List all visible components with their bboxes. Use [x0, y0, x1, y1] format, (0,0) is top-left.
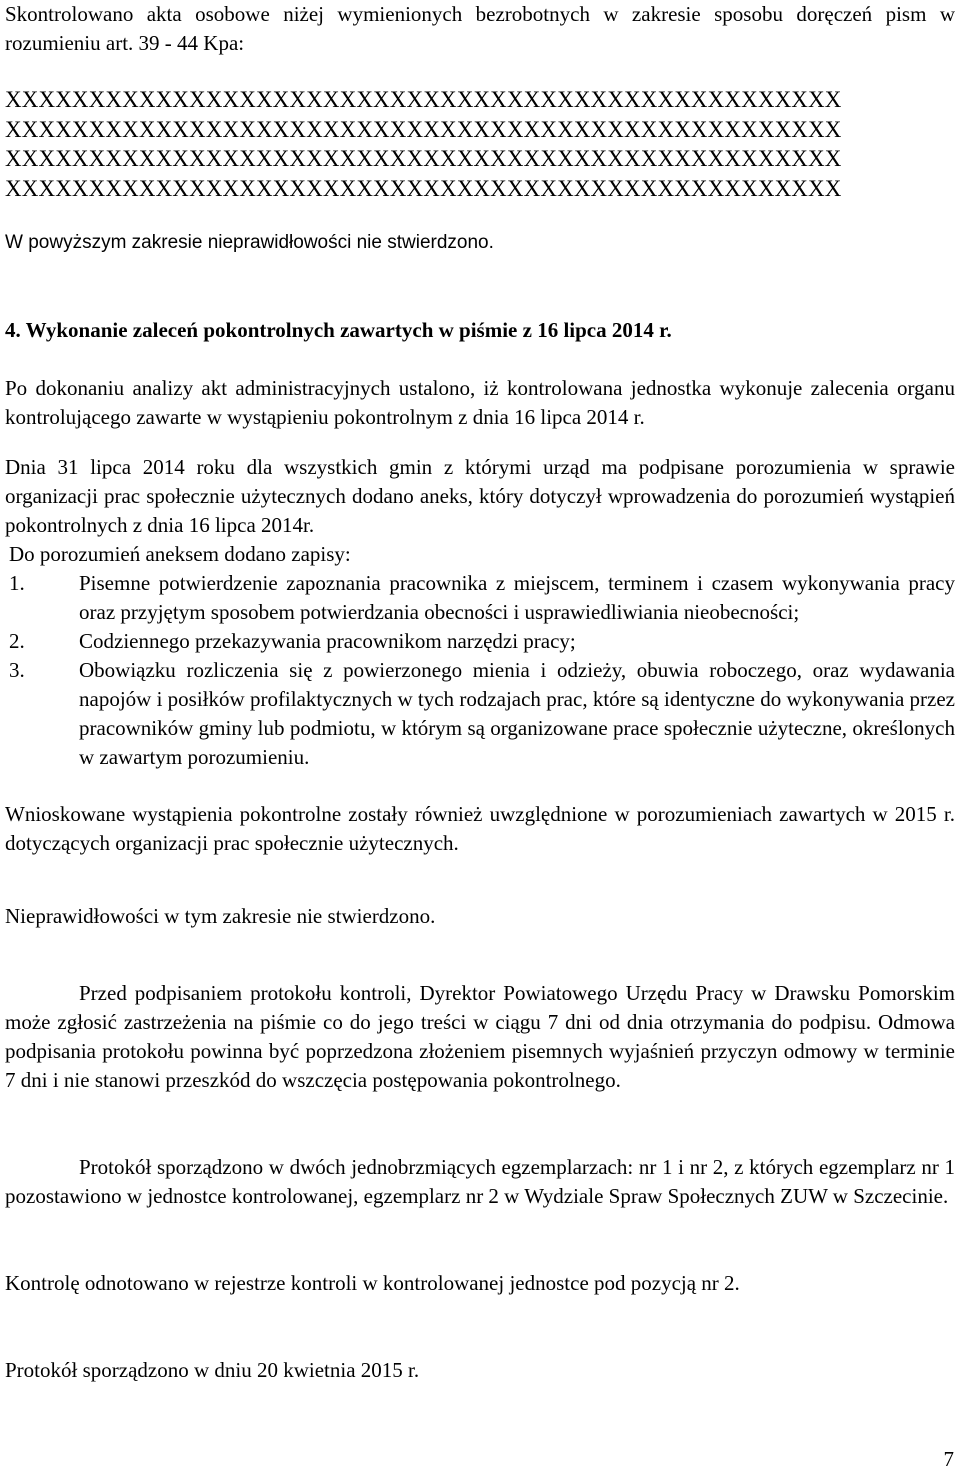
section-heading: 4. Wykonanie zaleceń pokontrolnych zawartych w piśmie z 16 lipca 2014 r.	[5, 318, 672, 342]
copies-paragraph: Protokół sporządzono w dwóch jednobrzmiących egzemplarzach: nr 1 i nr 2, z których egzemplarz nr 1 pozostawiono w jednostce kontrolowanej, egzemplarz nr 2 w Wydziale Spraw Społecznych ZUW w Szczecinie.	[5, 1155, 955, 1208]
list-item-number: 1.	[9, 571, 25, 595]
redacted-line: XXXXXXXXXXXXXXXXXXXXXXXXXXXXXXXXXXXXXXXXXXXXXXXXXX	[5, 175, 842, 201]
annex-paragraph: Dnia 31 lipca 2014 roku dla wszystkich gmin z którymi urząd ma podpisane porozumienia w sprawie organizacji prac społecznie użytecznych dodano aneks, który dotyczył wprowadzenia do porozumień wystąpień pokontrolnych z dnia 16 lipca 2014r.	[5, 455, 955, 537]
date-paragraph: Protokół sporządzono w dniu 20 kwietnia 2015 r.	[5, 1358, 420, 1382]
redacted-line: XXXXXXXXXXXXXXXXXXXXXXXXXXXXXXXXXXXXXXXXXXXXXXXXXX	[5, 87, 842, 112]
redacted-list	[5, 85, 955, 203]
list-item-number: 3.	[9, 658, 25, 682]
redacted-line: XXXXXXXXXXXXXXXXXXXXXXXXXXXXXXXXXXXXXXXXXXXXXXXXXX	[5, 116, 842, 142]
register-paragraph: Kontrolę odnotowano w rejestrze kontroli w kontrolowanej jednostce pod pozycją nr 2.	[5, 1271, 740, 1295]
redacted-line: XXXXXXXXXXXXXXXXXXXXXXXXXXXXXXXXXXXXXXXXXXXXXXXXXX	[5, 146, 842, 171]
list-item-number: 2.	[9, 629, 25, 653]
list-item-text: Codziennego przekazywania pracownikom narzędzi pracy;	[79, 629, 576, 653]
list-item	[5, 656, 955, 772]
analysis-paragraph: Po dokonaniu analizy akt administracyjnych ustalono, iż kontrolowana jednostka wykonuje zalecenia organu kontrolującego zawarte w wystąpieniu pokontrolnym z dnia 16 lipca 2014 r.	[5, 376, 955, 429]
list-item	[5, 569, 955, 627]
intro-paragraph: Skontrolowano akta osobowe niżej wymienionych bezrobotnych w zakresie sposobu doręczeń pism w rozumieniu art. 39 - 44 Kpa:	[5, 2, 955, 55]
no-irregularities-statement: W powyższym zakresie nieprawidłowości nie stwierdzono.	[5, 232, 494, 253]
list-item	[5, 627, 955, 656]
list-item-text: Pisemne potwierdzenie zapoznania pracownika z miejscem, terminem i czasem wykonywania pracy oraz przyjętym sposobem potwierdzania obecności i usprawiedliwiania nieobecności;	[79, 571, 955, 624]
page-number: 7	[943, 1447, 954, 1471]
no-irregularities-statement: Nieprawidłowości w tym zakresie nie stwierdzono.	[5, 904, 436, 928]
agreements-2015-paragraph: Wnioskowane wystąpienia pokontrolne zostały również uwzględnione w porozumieniach zawartych w 2015 r. dotyczących organizacji prac społecznie użytecznych.	[5, 802, 955, 855]
annex-provisions-list	[5, 569, 955, 772]
list-intro: Do porozumień aneksem dodano zapisy:	[9, 542, 351, 566]
list-item-text: Obowiązku rozliczenia się z powierzonego mienia i odzieży, obuwia roboczego, oraz wydawania napojów i posiłków profilaktycznych w tych rodzajach prac, które są identyczne do wykonywania przez pracowników gminy lub podmiotu, w którym są organizowane prace społecznie użyteczne, określonych w zawartym porozumieniu.	[79, 658, 955, 769]
signing-paragraph: Przed podpisaniem protokołu kontroli, Dyrektor Powiatowego Urzędu Pracy w Drawsku Pomorskim może zgłosić zastrzeżenia na piśmie co do jego treści w ciągu 7 dni od dnia otrzymania do podpisu. Odmowa podpisania protokołu powinna być poprzedzona złożeniem pisemnych wyjaśnień przyczyn odmowy w terminie 7 dni i nie stanowi przeszkód do wszczęcia postępowania pokontrolnego.	[5, 981, 955, 1092]
